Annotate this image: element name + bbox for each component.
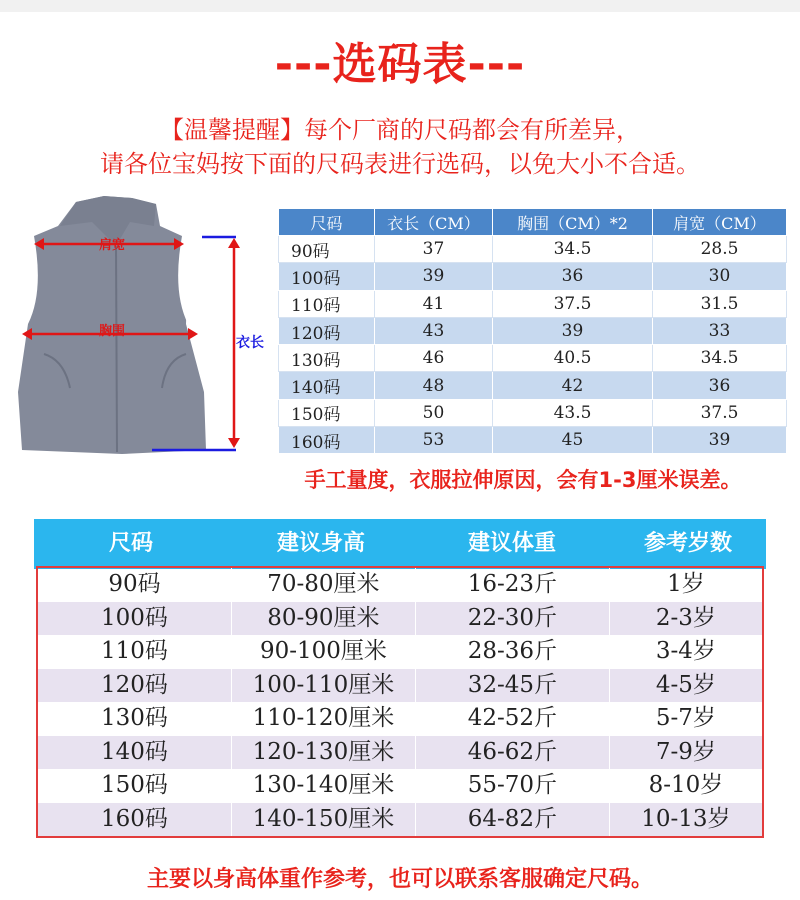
tip-line-1: 【温馨提醒】每个厂商的尺码都会有所差异，	[160, 116, 640, 144]
cell-weight: 64-82斤	[416, 803, 610, 837]
cell-chest: 34.5	[493, 236, 653, 263]
cell-height: 130-140厘米	[232, 769, 416, 803]
table-row	[279, 290, 787, 317]
cell-size: 160码	[279, 427, 375, 454]
cell-age: 3-4岁	[655, 638, 716, 664]
cell-chest: 37.5	[493, 290, 653, 317]
cell-weight: 55-70斤	[416, 769, 610, 803]
cell-size: 90码	[38, 568, 232, 602]
cell-length: 50	[375, 399, 493, 426]
reco-header-height: 建议身高	[276, 531, 365, 556]
cell-shoulder: 30	[653, 263, 787, 290]
recommendation-table	[36, 566, 764, 838]
cell-length: 46	[375, 345, 493, 372]
page-title: ---选码表---	[274, 39, 526, 90]
cell-shoulder: 34.5	[653, 345, 787, 372]
measurement-header-row	[279, 209, 787, 236]
cell-height: 120-130厘米	[232, 736, 416, 770]
cell-size: 120码	[38, 669, 232, 703]
cell-length: 48	[375, 372, 493, 399]
header-size: 尺码	[279, 209, 375, 236]
table-row	[38, 568, 762, 602]
cell-weight: 16-23斤	[416, 568, 610, 602]
cell-size: 110码	[279, 290, 375, 317]
cell-size: 110码	[38, 635, 232, 669]
cell-length: 43	[375, 317, 493, 344]
cell-chest: 39	[493, 317, 653, 344]
cell-height: 110-120厘米	[232, 702, 416, 736]
table-row	[38, 669, 762, 703]
vest-figure	[4, 192, 284, 464]
length-label: 衣长	[236, 335, 264, 351]
cell-weight: 32-45斤	[416, 669, 610, 703]
cell-chest: 42	[493, 372, 653, 399]
table-row	[38, 702, 762, 736]
cell-age: 4-5岁	[655, 671, 716, 698]
cell-chest: 36	[493, 263, 653, 290]
table-row	[279, 427, 787, 454]
reco-header-row	[34, 519, 766, 569]
cell-age: 1岁	[667, 571, 705, 597]
cell-length: 39	[375, 263, 493, 290]
cell-age: 2-3岁	[655, 604, 716, 631]
cell-age: 10-13岁	[641, 805, 731, 832]
table-row	[279, 317, 787, 344]
header-shoulder: 肩宽（CM）	[653, 209, 787, 236]
cell-size: 90码	[279, 236, 375, 263]
measurement-table	[278, 208, 787, 454]
cell-size: 120码	[279, 317, 375, 344]
table-row	[279, 372, 787, 399]
reco-header-weight: 建议体重	[467, 531, 556, 556]
chest-label: 胸围	[99, 324, 126, 339]
table-row	[38, 602, 762, 636]
cell-age: 5-7岁	[655, 705, 716, 731]
cell-shoulder: 33	[653, 317, 787, 344]
cell-size: 160码	[38, 803, 232, 837]
cell-shoulder: 37.5	[653, 399, 787, 426]
cell-size: 140码	[38, 736, 232, 770]
cell-size: 100码	[38, 602, 232, 636]
cell-size: 150码	[279, 399, 375, 426]
cell-height: 90-100厘米	[232, 635, 416, 669]
cell-size: 130码	[38, 702, 232, 736]
tip-line-2: 请各位宝妈按下面的尺码表进行选码，以免大小不合适。	[100, 150, 700, 178]
cell-chest: 43.5	[493, 399, 653, 426]
cell-length: 37	[375, 236, 493, 263]
table-row	[279, 263, 787, 290]
cell-height: 80-90厘米	[232, 602, 416, 636]
cell-chest: 45	[493, 427, 653, 454]
cell-shoulder: 36	[653, 372, 787, 399]
top-strip	[0, 0, 800, 12]
cell-shoulder: 31.5	[653, 290, 787, 317]
shoulder-label: 肩宽	[99, 238, 126, 253]
footer-note: 主要以身高体重作参考，也可以联系客服确定尺码。	[146, 867, 653, 892]
reco-header-size: 尺码	[108, 531, 153, 556]
reco-header-age: 参考岁数	[643, 531, 732, 556]
table-row	[279, 399, 787, 426]
cell-size: 130码	[279, 345, 375, 372]
table-row	[38, 803, 762, 837]
cell-size: 100码	[279, 263, 375, 290]
cell-weight: 22-30斤	[416, 602, 610, 636]
cell-size: 150码	[38, 769, 232, 803]
cell-weight: 42-52斤	[416, 702, 610, 736]
header-chest: 胸围（CM）*2	[493, 209, 653, 236]
cell-length: 53	[375, 427, 493, 454]
table-row	[279, 236, 787, 263]
cell-height: 140-150厘米	[232, 803, 416, 837]
cell-height: 70-80厘米	[232, 568, 416, 602]
table-row	[38, 736, 762, 770]
cell-age: 7-9岁	[655, 738, 716, 765]
header-length: 衣长（CM）	[375, 209, 493, 236]
cell-shoulder: 28.5	[653, 236, 787, 263]
table-row	[38, 635, 762, 669]
error-note: 手工量度，衣服拉伸原因，会有1-3厘米误差。	[304, 468, 742, 492]
cell-length: 41	[375, 290, 493, 317]
vest-illustration	[4, 192, 284, 464]
cell-chest: 40.5	[493, 345, 653, 372]
table-row	[279, 345, 787, 372]
cell-weight: 46-62斤	[416, 736, 610, 770]
cell-age: 8-10岁	[648, 772, 724, 798]
cell-shoulder: 39	[653, 427, 787, 454]
table-row	[38, 769, 762, 803]
cell-size: 140码	[279, 372, 375, 399]
cell-weight: 28-36斤	[416, 635, 610, 669]
cell-height: 100-110厘米	[232, 669, 416, 703]
